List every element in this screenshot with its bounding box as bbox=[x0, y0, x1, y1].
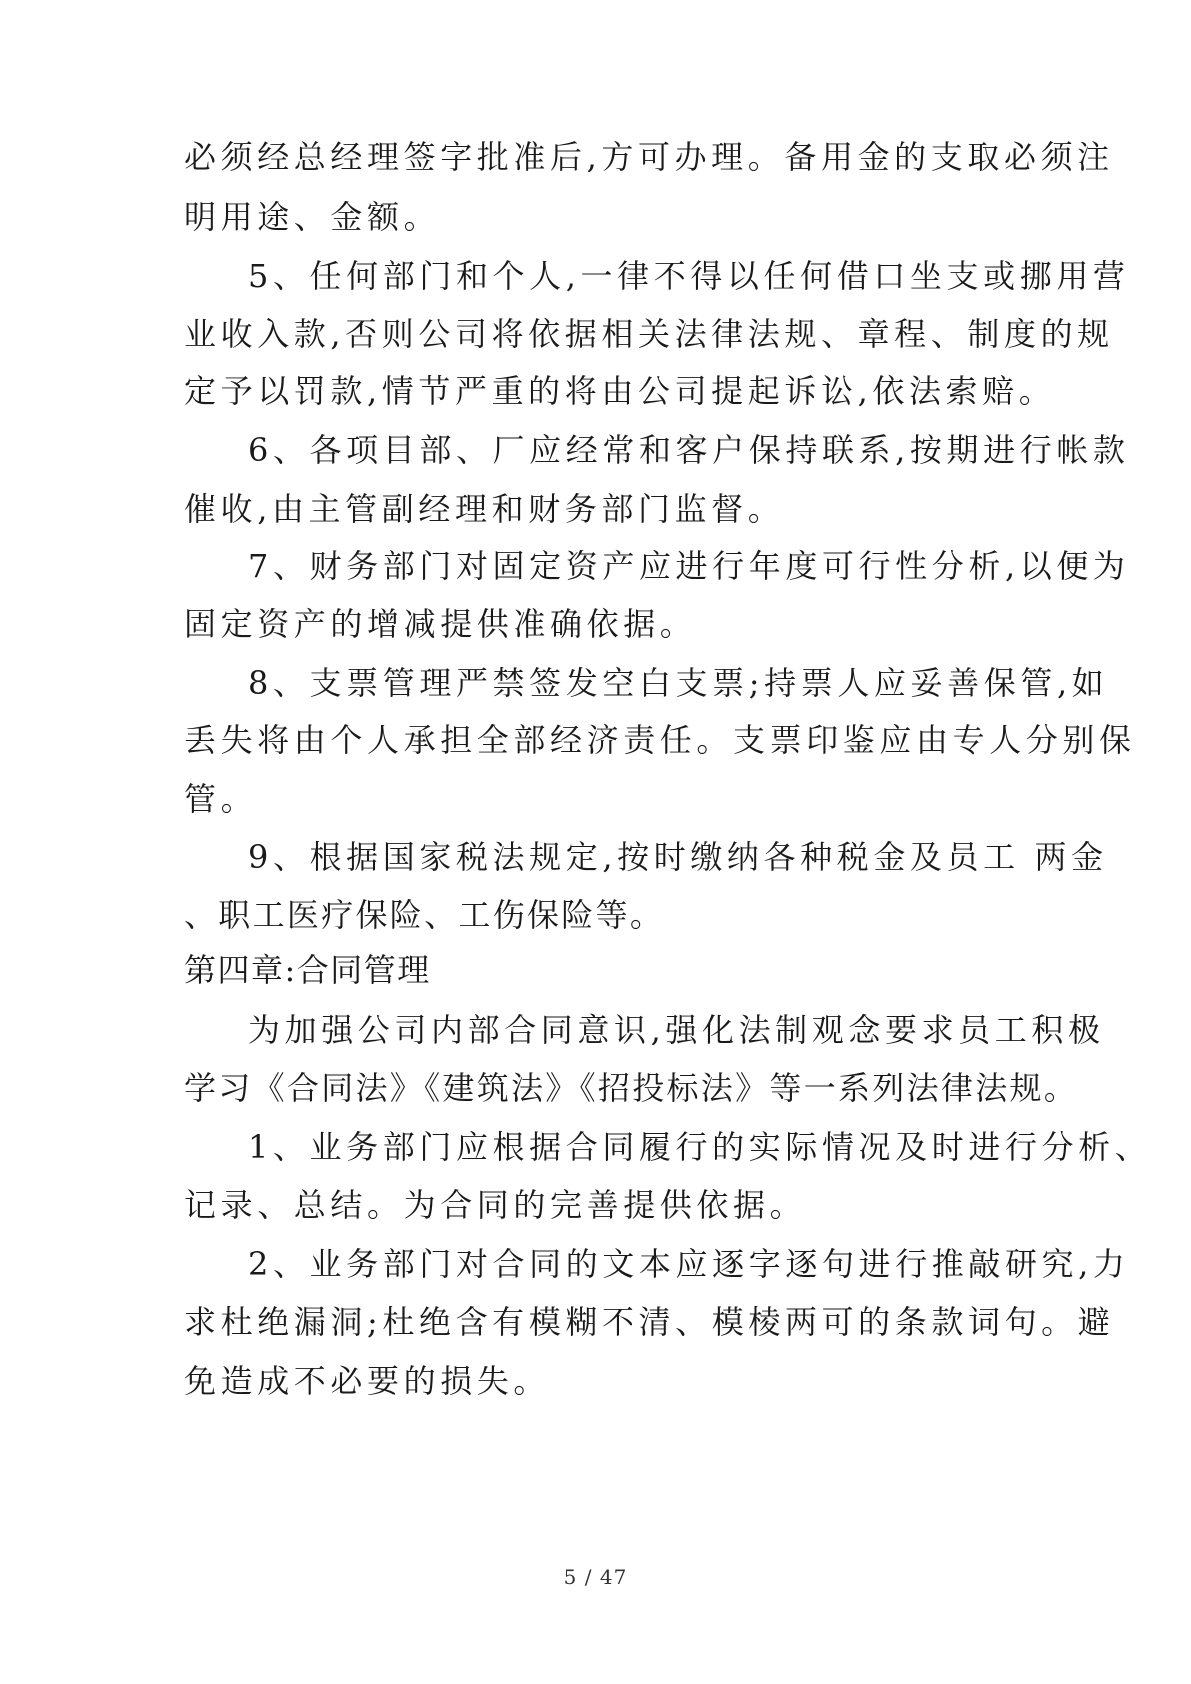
body-text-line: 必须经总经理签字批准后,方可办理。备用金的支取必须注 bbox=[184, 138, 1114, 176]
body-text-line: 固定资产的增减提供准确依据。 bbox=[184, 605, 697, 643]
body-text-line: 催收,由主管副经理和财务部门监督。 bbox=[184, 490, 785, 528]
body-text-line: 丢失将由个人承担全部经济责任。支票印鉴应由专人分别保 bbox=[184, 721, 1136, 759]
body-text-line: 9、根据国家税法规定,按时缴纳各种税金及员工 两金 bbox=[248, 838, 1108, 876]
body-text-line: 免造成不必要的损失。 bbox=[184, 1362, 551, 1400]
body-text-line: 8、支票管理严禁签发空白支票;持票人应妥善保管,如 bbox=[248, 664, 1109, 702]
body-text-line: 业收入款,否则公司将依据相关法律法规、章程、制度的规 bbox=[184, 315, 1114, 353]
body-text-line: 管。 bbox=[184, 780, 258, 818]
body-text-line: 定予以罚款,情节严重的将由公司提起诉讼,依法索赔。 bbox=[184, 372, 1056, 410]
body-text-line: 、职工医疗保险、工伤保险等。 bbox=[184, 896, 665, 934]
page-number: 5 / 47 bbox=[563, 1565, 628, 1589]
chapter-heading: 第四章:合同管理 bbox=[184, 951, 431, 989]
body-text-line: 5、任何部门和个人,一律不得以任何借口坐支或挪用营 bbox=[248, 257, 1130, 295]
body-text-line: 明用途、金额。 bbox=[184, 198, 441, 236]
body-text-line: 6、各项目部、厂应经常和客户保持联系,按期进行帐款 bbox=[248, 431, 1130, 469]
body-text-line: 记录、总结。为合同的完善提供依据。 bbox=[184, 1186, 807, 1224]
body-text-line: 1、业务部门应根据合同履行的实际情况及时进行分析、 bbox=[248, 1128, 1152, 1166]
body-text-line: 学习《合同法》《建筑法》《招投标法》等一系列法律法规。 bbox=[184, 1069, 1079, 1107]
body-text-line: 7、财务部门对固定资产应进行年度可行性分析,以便为 bbox=[248, 547, 1130, 585]
body-text-line: 2、业务部门对合同的文本应逐字逐句进行推敲研究,力 bbox=[248, 1245, 1130, 1283]
body-text-line: 求杜绝漏洞;杜绝含有模糊不清、模棱两可的条款词句。避 bbox=[184, 1303, 1115, 1341]
body-text-line: 为加强公司内部合同意识,强化法制观念要求员工积极 bbox=[248, 1011, 1105, 1049]
